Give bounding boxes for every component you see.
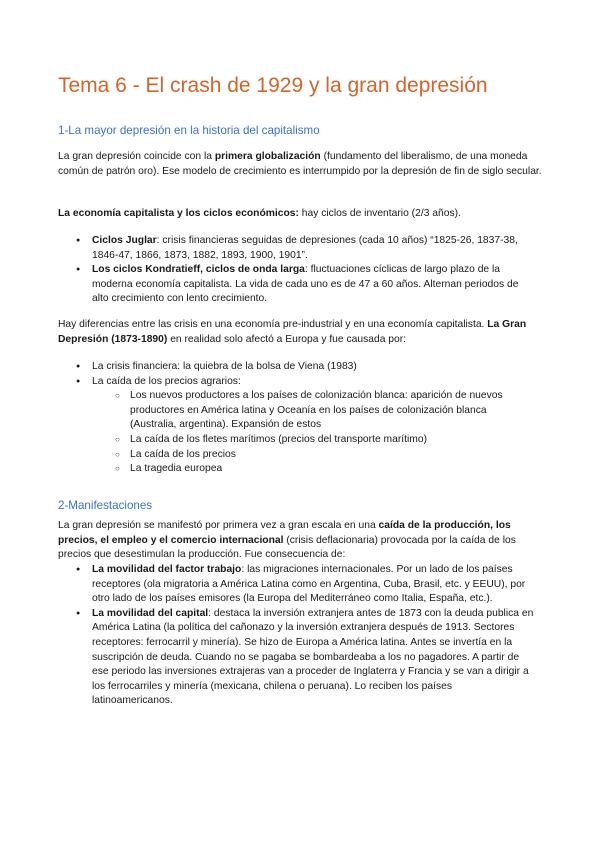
manifestations-list — [58, 563, 534, 709]
paragraph-economic-cycles: La economía capitalista y los ciclos económicos: hay ciclos de inventario (2/3 años). — [58, 208, 461, 219]
list-item: ● La caída de los precios agrarios: — [58, 375, 534, 390]
paragraph-gran-depresion: Hay diferencias entre las crisis en una economía pre-industrial y en una economía capitalista. La Gran Depresión (1873-1890) en realidad solo afectó a Europa y fue causada por: — [58, 319, 527, 345]
list-item: ● La crisis financiera: la quiebra de la bolsa de Viena (1983) — [58, 360, 534, 375]
list-item: ● Los ciclos Kondratieff, ciclos de onda larga: fluctuaciones cíclicas de largo plazo de la moderna economía capitalista. La vida de cada uno es de 47 a 60 años. Alternan periodos de alto crecimiento con lento crecimiento. — [58, 263, 534, 307]
causes-list — [58, 360, 534, 477]
sub-list-item: ○ La caída de los precios — [58, 448, 534, 463]
list-item: ● La movilidad del factor trabajo: las migraciones internacionales. Por un lado de los países receptores (ola migratoria a América Latina como en Argentina, Cuba, Brasil, etc. y EEUU), por otro lado de los países emisores (la Europa del Mediterráneo como Italia, España, etc.). — [58, 563, 534, 607]
cycles-list — [58, 234, 534, 307]
page-title: Tema 6 - El crash de 1929 y la gran depresión — [58, 74, 488, 97]
paragraph-manifestaciones: La gran depresión se manifestó por primera vez a gran escala en una caída de la producción, los precios, el empleo y el comercio internacional (crisis deflacionaria) provocada por la caída de los precios que desestimulan la producción. Fue consecuencia de: — [58, 520, 516, 561]
paragraph-globalization: La gran depresión coincide con la primera globalización (fundamento del liberalismo, de una moneda común de patrón oro). Ese modelo de crecimiento es interrumpido por la depresión de fin de siglo secular. — [58, 151, 542, 177]
section-heading-1: 1-La mayor depresión en la historia del capitalismo — [58, 124, 320, 137]
section-heading-2: 2-Manifestaciones — [58, 499, 153, 512]
sub-list-item: ○ La tragedia europea — [58, 462, 534, 477]
list-item: ● Ciclos Juglar: crisis financieras seguidas de depresiones (cada 10 años) “1825-26, 1837-38, 1846-47, 1866, 1873, 1882, 1893, 1900, 1901”. — [58, 234, 534, 263]
sub-list-item: ○ Los nuevos productores a los países de colonización blanca: aparición de nuevos productores en América latina y Oceanía en los países de colonización blanca (Australia, argentina). Expansión de estos — [58, 389, 534, 433]
sub-list-item: ○ La caída de los fletes marítimos (precios del transporte marítimo) — [58, 433, 534, 448]
list-item: ● La movilidad del capital: destaca la inversión extranjera antes de 1873 con la deuda publica en América Latina (la política del cañonazo y la inversión extranjera después de 1913. Sectores receptores: ferrocarril y minería). Se hizo de Europa a América latina. Antes se invertía en la suscripción de deuda. Cuando no se pagaba se bombardeaba a los no pagadores. A partir de ese periodo las inversiones extrajeras van a proceder de Inglaterra y Francia y se van a dirigir a los ferrocarriles y minería (mexicana, chilena o peruana). Lo reciben los países latinoamericanos. — [58, 607, 534, 709]
